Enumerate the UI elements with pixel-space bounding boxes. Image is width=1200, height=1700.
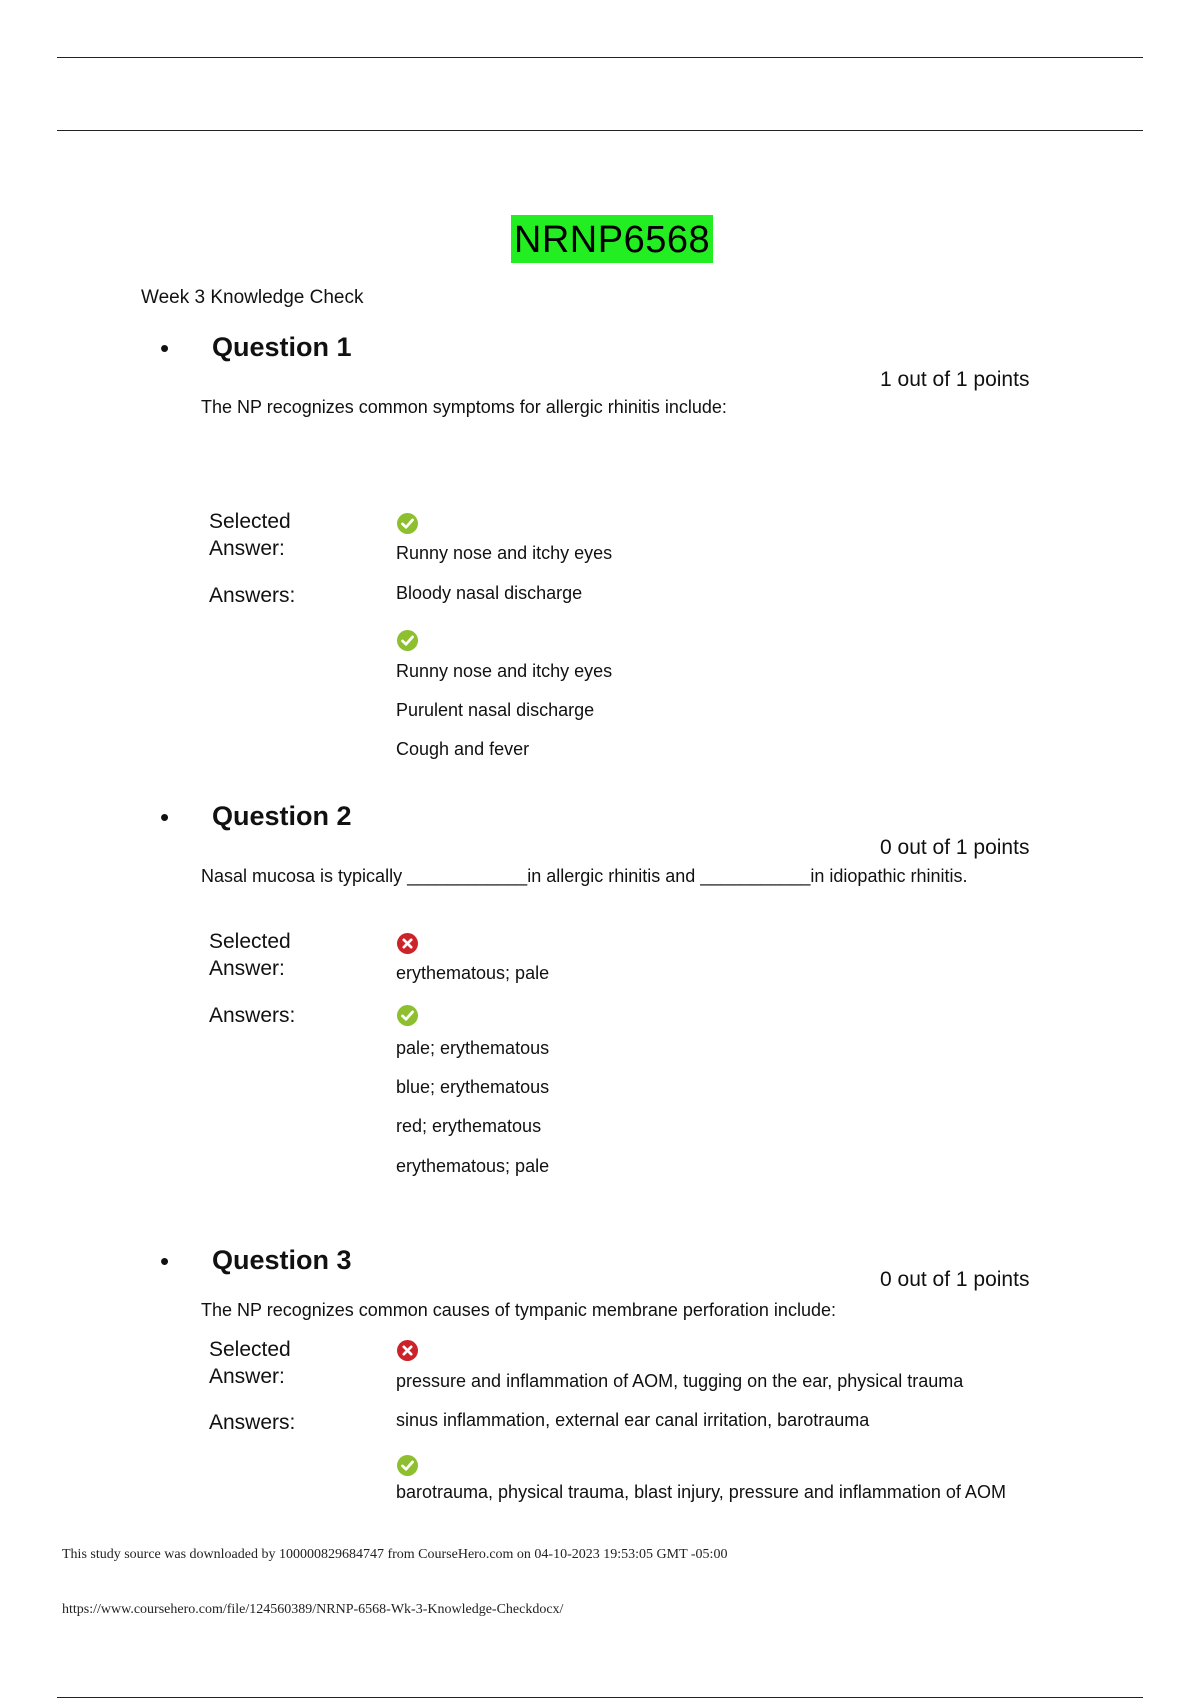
question-points: 1 out of 1 points xyxy=(880,368,1030,391)
answer-option: blue; erythematous xyxy=(396,1077,550,1097)
answer-option: red; erythematous xyxy=(396,1116,542,1136)
answer-option: erythematous; pale xyxy=(396,1156,550,1176)
question-points: 0 out of 1 points xyxy=(880,1268,1030,1291)
answers-label: Answers: xyxy=(209,1004,296,1027)
answer-option: Cough and fever xyxy=(396,739,530,759)
selected-answer-label: Selected Answer: xyxy=(209,1338,291,1388)
answer-option: Runny nose and itchy eyes xyxy=(396,661,613,681)
incorrect-icon xyxy=(397,933,418,954)
page-subtitle: Week 3 Knowledge Check xyxy=(141,287,364,308)
answer-option: sinus inflammation, external ear canal irritation, barotrauma xyxy=(396,1410,870,1430)
bullet: • xyxy=(160,802,170,832)
top-rule xyxy=(57,57,1143,58)
selected-answer-label: Selected Answer: xyxy=(209,930,291,980)
correct-icon xyxy=(397,1005,418,1026)
question-points: 0 out of 1 points xyxy=(880,836,1030,859)
header-rule xyxy=(57,130,1143,131)
bottom-rule xyxy=(57,1697,1143,1698)
question-text: Nasal mucosa is typically ____________in allergic rhinitis and ___________in idiopathic rhinitis. xyxy=(201,866,968,886)
answer-option: pale; erythematous xyxy=(396,1038,550,1058)
selected-answer: Runny nose and itchy eyes xyxy=(396,543,613,563)
question-title: Question 1 xyxy=(212,332,352,362)
bullet: • xyxy=(160,333,170,363)
answer-option: Purulent nasal discharge xyxy=(396,700,595,720)
download-notice: This study source was downloaded by 100000829684747 from CourseHero.com on 04-10-2023 19:53:05 GMT -05:00 xyxy=(62,1547,728,1562)
correct-icon xyxy=(397,513,418,534)
question-title: Question 3 xyxy=(212,1245,352,1275)
answers-label: Answers: xyxy=(209,584,296,607)
incorrect-icon xyxy=(397,1340,418,1361)
answer-option: barotrauma, physical trauma, blast injury, pressure and inflammation of AOM xyxy=(396,1482,1006,1502)
answer-option: Bloody nasal discharge xyxy=(396,583,583,603)
source-url[interactable]: https://www.coursehero.com/file/124560389/NRNP-6568-Wk-3-Knowledge-Checkdocx/ xyxy=(62,1602,564,1617)
correct-icon xyxy=(397,1455,418,1476)
selected-answer: pressure and inflammation of AOM, tugging on the ear, physical trauma xyxy=(396,1371,964,1391)
bullet: • xyxy=(160,1246,170,1276)
answers-label: Answers: xyxy=(209,1411,296,1434)
selected-answer: erythematous; pale xyxy=(396,963,550,983)
course-code-heading xyxy=(0,219,1200,262)
question-text: The NP recognizes common symptoms for allergic rhinitis include: xyxy=(201,397,727,417)
correct-icon xyxy=(397,630,418,651)
question-title: Question 2 xyxy=(212,801,352,831)
course-code-highlight: NRNP6568 xyxy=(511,215,713,263)
question-text: The NP recognizes common causes of tympanic membrane perforation include: xyxy=(201,1300,836,1320)
selected-answer-label: Selected Answer: xyxy=(209,510,291,560)
